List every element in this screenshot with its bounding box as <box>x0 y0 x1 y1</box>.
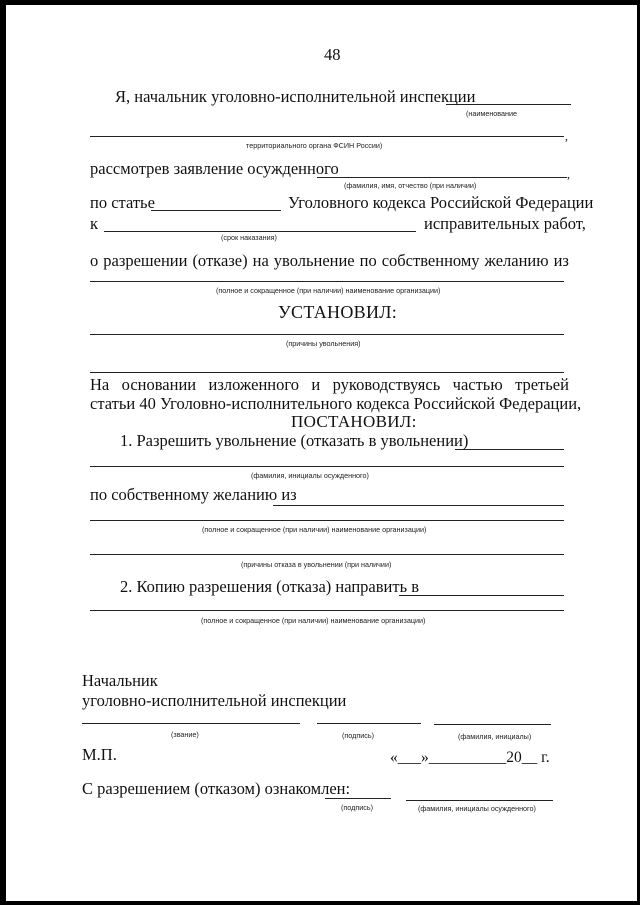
word: собственному <box>381 251 480 270</box>
word: На <box>90 375 110 394</box>
article-suffix: Уголовного кодекса Российской Федерации <box>288 193 594 212</box>
caption-signature: (подпись) <box>342 731 374 740</box>
rank-field[interactable] <box>82 723 300 724</box>
document-page <box>6 5 637 901</box>
caption-copy-recipient: (полное и сокращенное (при наличии) наименование организации) <box>201 616 426 625</box>
word: изложенного <box>208 375 299 394</box>
caption-convict-name-ack: (фамилия, инициалы осужденного) <box>418 804 536 813</box>
comma: , <box>565 129 568 143</box>
convict-name-field[interactable] <box>317 177 567 178</box>
signature-title-line2: уголовно-исполнительной инспекции <box>82 691 347 710</box>
caption-territorial-organ: территориального органа ФСИН России) <box>246 141 383 150</box>
dismissal-reasons-field-2[interactable] <box>90 372 564 373</box>
sentence-suffix: исправительных работ, <box>424 214 586 233</box>
copy-recipient-field[interactable] <box>399 595 564 596</box>
territorial-organ-field[interactable] <box>90 136 564 137</box>
dismissal-reasons-field[interactable] <box>90 334 564 335</box>
word: увольнение <box>273 251 355 270</box>
word: (отказе) <box>192 251 248 270</box>
caption-dismissal-reasons: (причины увольнения) <box>286 339 361 348</box>
article-number-field[interactable] <box>151 210 281 211</box>
caption-head-name: (фамилия, инициалы) <box>458 732 532 741</box>
word: основании <box>121 375 197 394</box>
word: о <box>90 251 99 270</box>
word: на <box>252 251 269 270</box>
word: из <box>553 251 569 270</box>
word: по <box>359 251 377 270</box>
refusal-reasons-field[interactable] <box>90 554 564 555</box>
signature-title-line1: Начальник <box>82 671 158 690</box>
signature-field[interactable] <box>317 723 421 724</box>
caption-convict-signature: (подпись) <box>341 803 373 812</box>
basis-line1 <box>90 376 569 394</box>
caption-sentence-term: (срок наказания) <box>221 233 277 242</box>
intro-text: Я, начальник уголовно-исполнительной инспекции <box>115 87 476 106</box>
date-field[interactable]: «___»__________20__ г. <box>390 749 550 766</box>
acknowledgement-text: С разрешением (отказом) ознакомлен: <box>82 779 351 798</box>
article-prefix: по статье <box>90 193 155 212</box>
sentence-term-field[interactable] <box>104 231 416 232</box>
caption-rank: (звание) <box>171 730 199 739</box>
comma: , <box>567 167 570 181</box>
word: и <box>311 375 321 394</box>
caption-convict-initials: (фамилия, инициалы осужденного) <box>251 471 369 480</box>
word: желанию <box>484 251 549 270</box>
heading-resolved: ПОСТАНОВИЛ: <box>291 412 417 431</box>
organization-field[interactable] <box>90 281 564 282</box>
item-1-text: 1. Разрешить увольнение (отказать в увольнении) <box>120 431 469 450</box>
caption-name: (наименование <box>466 109 517 118</box>
own-will-text: по собственному желанию из <box>90 485 297 504</box>
basis-line2: статьи 40 Уголовно-исполнительного кодекса Российской Федерации, <box>90 394 582 413</box>
convict-initials-field[interactable] <box>455 449 564 450</box>
inspection-name-field[interactable] <box>446 104 571 105</box>
own-will-organization-field[interactable] <box>273 505 564 506</box>
caption-convict-name: (фамилия, имя, отчество (при наличии) <box>344 181 477 190</box>
heading-established: УСТАНОВИЛ: <box>278 302 398 322</box>
word: руководствуясь <box>332 375 441 394</box>
own-will-organization-field-2[interactable] <box>90 520 564 521</box>
head-name-field[interactable] <box>434 724 551 725</box>
convict-signature-field[interactable] <box>325 798 391 799</box>
caption-own-will-organization: (полное и сокращенное (при наличии) наименование организации) <box>202 525 427 534</box>
copy-recipient-field-2[interactable] <box>90 610 564 611</box>
convict-name-ack-field[interactable] <box>406 800 553 801</box>
caption-organization: (полное и сокращенное (при наличии) наименование организации) <box>216 286 441 295</box>
word: третьей <box>515 375 569 394</box>
convict-initials-field-2[interactable] <box>90 466 564 467</box>
about-text <box>90 252 569 270</box>
word: разрешении <box>103 251 188 270</box>
item-2-text: 2. Копию разрешения (отказа) направить в <box>120 577 420 596</box>
stamp-placeholder: М.П. <box>82 745 117 764</box>
word: частью <box>452 375 503 394</box>
sentence-prefix: к <box>90 214 99 233</box>
caption-refusal-reasons: (причины отказа в увольнении (при наличии) <box>241 560 392 569</box>
review-text: рассмотрев заявление осужденного <box>90 159 339 178</box>
page-number: 48 <box>324 45 341 64</box>
